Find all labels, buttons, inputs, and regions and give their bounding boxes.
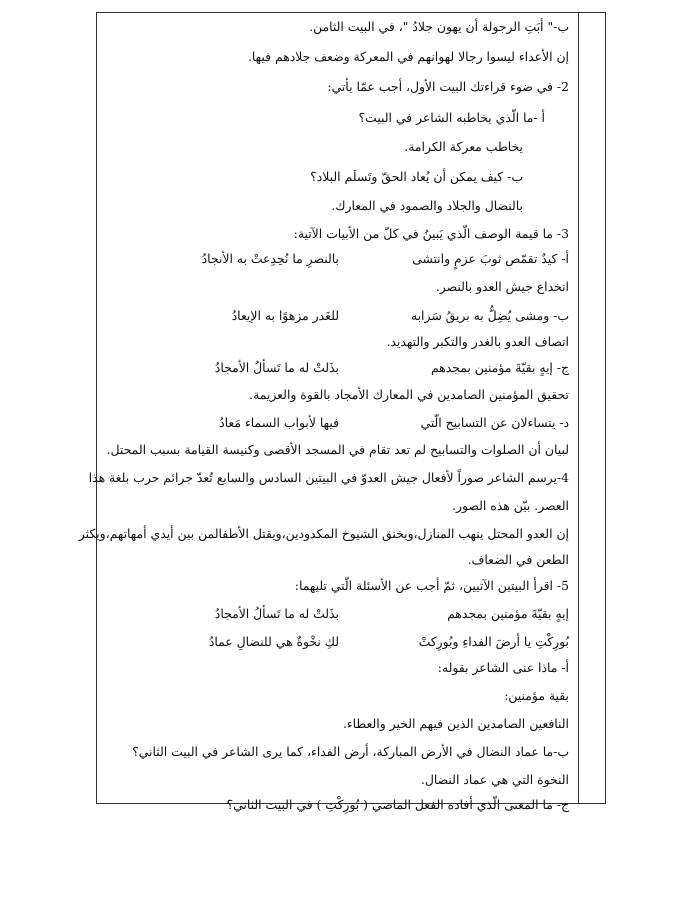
answer-content <box>78 13 573 812</box>
answer-line: النخوة التي هي عماد النضال. <box>420 772 569 787</box>
answer-line: إن العدو المحتل ينهب المنازل،ويخنق الشيوخ المكدودين،ويقتل الأطفالمن بين أيدي أمهاتهم،ويكثر <box>78 526 569 541</box>
answer-line: يخاطب معركة الكرامة. <box>404 139 523 154</box>
text-line: ب- كيف يمكن أن يُعاد الحقّ وتَسلَم البلاد؟ <box>310 169 523 184</box>
text-line: ج- ما المعنى الّذي أفاده الفعل الماضي ( بُورِكْتِ ) في البيت الثاني؟ <box>226 797 569 812</box>
text-line: إن الأعداء ليسوا رجالا لهوانهم في المعركة وضعف جلادهم فيها. <box>247 49 569 64</box>
verse-first-half: بُورِكْتِ يا أرضَ الفداءِ وبُورِكتْ <box>418 634 569 649</box>
document-table <box>78 12 606 812</box>
poem-verse <box>109 630 569 654</box>
verse-second-half: بالنصرِ ما نُحِدِعتْ به الأنجادُ <box>201 251 339 266</box>
verse-first-half: أ- كيدٌ تقمّص ثوبَ عزمٍ وانتشى <box>412 251 569 266</box>
text-line: أ- ماذا عنى الشاعر بقوله: <box>437 660 569 675</box>
verse-second-half: للغَدر مزهوًا به الإيعادُ <box>231 308 339 323</box>
verse-first-half: د- يتساءلان عن التسابيح الّتي <box>420 415 569 430</box>
answer-line: تحقيق المؤمنين الصامدين في المعارك الأمجاد بالقوة والعزيمة. <box>249 387 569 402</box>
answer-line: انخداع جيش العدو بالنصر. <box>435 279 569 294</box>
text-line: ب-ما عماد النضال في الأرض المباركة، أرض الفداء، كما يرى الشاعر في البيت الثاني؟ <box>132 744 569 759</box>
text-line: العصر. بيّن هذه الصور. <box>452 498 569 513</box>
poem-verse <box>109 356 569 380</box>
verse-first-half: إيهٍ بقيّةَ مؤمنين بمجدهم <box>447 606 569 621</box>
poem-verse <box>109 247 569 271</box>
verse-first-half: ب- ومشى يُضِلُّ به بريقُ سَرابه <box>410 308 569 323</box>
answer-line: اتصاف العدو بالغدر والتكبر والتهديد. <box>386 334 569 349</box>
verse-second-half: لكِ نخْوةٌ هي للنضالِ عمادُ <box>208 634 339 649</box>
answer-line: بقية مؤمنين: <box>504 688 569 703</box>
answer-line: الطعن في الضعاف. <box>467 552 569 567</box>
verse-second-half: بذَلتْ له ما تَسألُ الأمجادُ <box>214 360 339 375</box>
poem-verse <box>109 602 569 626</box>
text-line: أ -ما الّذي يخاطبه الشاعر في البيت؟ <box>358 110 545 125</box>
text-line: ب-" أبَتِ الرجولة أن يهون جلادُ "، في البيت الثامن. <box>309 19 569 34</box>
question-heading: 4-يرسم الشاعر صوراً لأفعال جيش العدوّ في البيتين السادس والسابع تُعدّ جرائم حرب بلغة هذا <box>88 470 569 485</box>
question-heading: 2- في ضوء قراءتك البيت الأول، أجب عمّا يأتي: <box>327 79 569 94</box>
verse-second-half: فيها لأبواب السماء مَعادُ <box>219 415 339 430</box>
answer-line: بالنضال والجلاد والصمود في المعارك. <box>331 198 523 213</box>
column-divider <box>578 13 579 803</box>
answer-line: لبيان أن الصلوات والتسابيح لم تعد تقام في المسجد الأقصى وكنيسة القيامة بسبب المحتل. <box>106 442 569 457</box>
answer-line: النافعين الصامدين الذين فيهم الخير والعطاء. <box>342 716 569 731</box>
question-heading: 5- اقرأ البيتين الآتيين، ثمّ أجب عن الأسئلة الّتي تليهما: <box>294 578 569 593</box>
verse-second-half: بذَلتْ له ما تَسألُ الأمجادُ <box>214 606 339 621</box>
question-heading: 3- ما قيمة الوصف الّذي يَبينُ في كلّ من الأبيات الآتية: <box>293 226 569 241</box>
poem-verse <box>109 304 569 328</box>
poem-verse <box>109 411 569 435</box>
verse-first-half: ج- إيهٍ بقيّةَ مؤمنين بمجدهم <box>430 360 569 375</box>
